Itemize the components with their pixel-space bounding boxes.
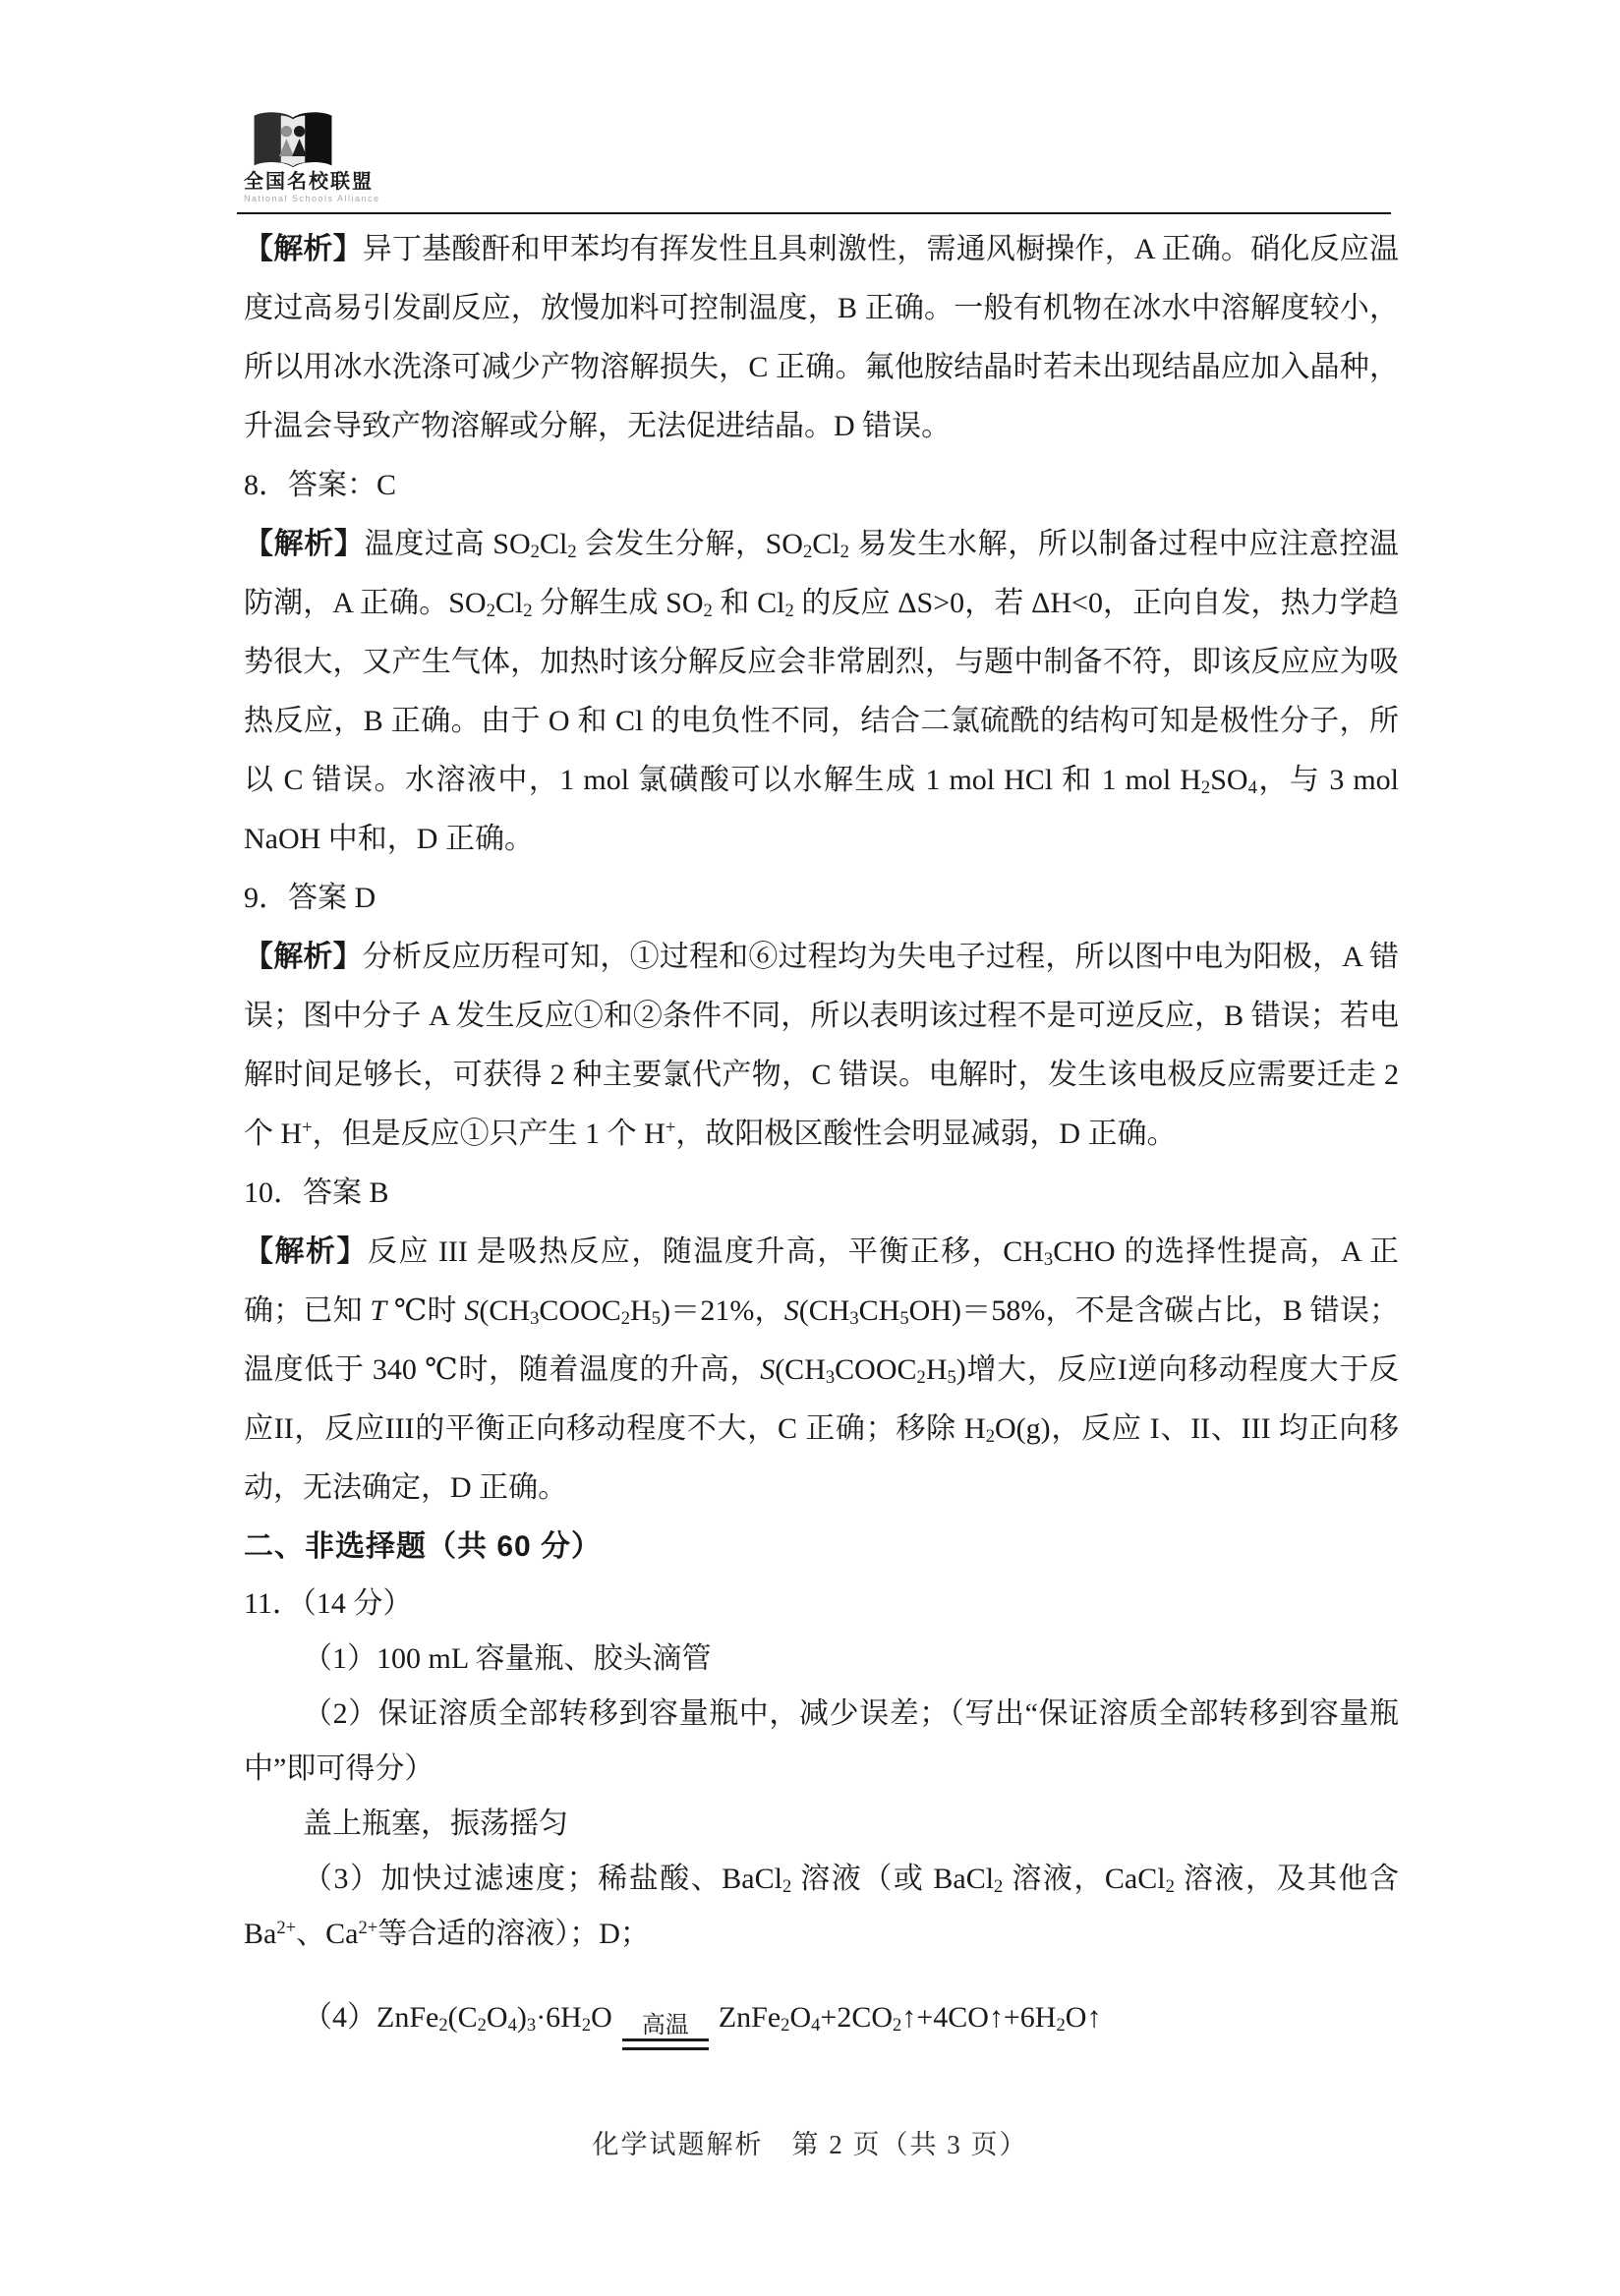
- section-2-heading: 二、非选择题（共 60 分）: [244, 1530, 603, 1563]
- reaction-equals-lines: [622, 2038, 709, 2050]
- logo-org-name: 全国名校联盟: [244, 171, 374, 193]
- q9-analysis-paragraph: 【解析】分析反应历程可知，①过程和⑥过程均为失电子过程，所以图中电为阳极，A 错误；图中分子 A 发生反应①和②条件不同，所以表明该过程不是可逆反应，B 错误；若电解时间足够长，可获得 2 种主要氯代产物，C 错误。电解时，发生该电极反应需要迁走 2 个 H+，但是反应①只产生 1 个 H+，故阳极区酸性会明显减弱，D 正确。: [244, 941, 1400, 1150]
- header-divider: [237, 212, 1391, 214]
- q11-part1-line: （1）100 mL 容量瓶、胶头滴管: [303, 1642, 712, 1675]
- logo-org-name-en: National Schools Alliance: [244, 194, 380, 203]
- q8-analysis-paragraph: 【解析】温度过高 $SO_2Cl_2$ 会发生分解，$SO_2Cl_2$ 易发生水解，所以制备过程中应注意控温防潮，A 正确。$SO_2Cl_2$ 分解生成 $SO_2$ 和 $Cl_2$ 的反应 ΔS>0，若 ΔH<0，正向自发，热力学趋势很大，又产生气体，加热时该分解反应会非常剧烈，与题中制备不符，即该反应应为吸热反应，B 正确。由于 O 和 Cl 的电负性不同，结合二氯硫酰的结构可知是极性分子，所以 C 错误。水溶液中，1 mol 氯磺酸可以水解生成 1 mol HCl 和 1 mol $H_2SO_4$，与 3 mol NaOH 中和，D 正确。: [244, 528, 1400, 855]
- q11-heading-line: 11．（14 分）: [244, 1587, 413, 1620]
- q7-analysis-paragraph: 【解析】异丁基酸酐和甲苯均有挥发性且具刺激性，需通风橱操作，A 正确。硝化反应温度过高易引发副反应，放慢加料可控制温度，B 正确。一般有机物在冰水中溶解度较小，所以用冰水洗涤可减少产物溶解损失，C 正确。氟他胺结晶时若未出现结晶应加入晶种，升温会导致产物溶解或分解，无法促进结晶。D 错误。: [244, 233, 1400, 442]
- q11-part4-chemical-equation: [244, 1981, 1399, 2054]
- equation-products: $ZnFe_2O_4+2CO_2↑+4CO↑+6H_2O↑$: [718, 2001, 1102, 2037]
- logo: [244, 0, 380, 204]
- equation-reactant: $ZnFe_2(C_2O_4)_3\cdot 6H_2O$: [376, 2001, 612, 2037]
- q8-answer-line: 8．答案：C: [244, 469, 397, 501]
- q10-analysis-paragraph: 【解析】反应 III 是吸热反应，随温度升高，平衡正移，$CH_3CHO$ 的选择性提高，A 正确；已知 T ℃时 $S(CH_3COOC_2H_5)=21\%$，$S(CH_3CH_5OH)=58\%$，不是含碳占比，B 错误；温度低于 340 ℃时，随着温度的升高，$S(CH_3COOC_2H_5)$增大，反应I逆向移动程度大于反应II，反应III的平衡正向移动程度不大，C 正确；移除 $H_2O(g)$，反应 I、II、III 均正向移动，无法确定，D 正确。: [244, 1235, 1400, 1504]
- open-book-icon: [244, 110, 342, 171]
- q11-part2b-line: 盖上瓶塞，振荡摇匀: [303, 1808, 568, 1840]
- equation-item-label: （4）: [303, 2001, 376, 2034]
- reaction-condition-stack: [622, 2013, 709, 2050]
- reaction-condition-label: 高温: [641, 2013, 689, 2038]
- q10-answer-line: 10．答案 B: [244, 1177, 389, 1209]
- page-footer: 化学试题解析 第 2 页（共 3 页）: [592, 2130, 1028, 2159]
- q11-part2-line: （2）保证溶质全部转移到容量瓶中，减少误差；（写出“保证溶质全部转移到容量瓶中”即可得分）: [244, 1697, 1399, 1785]
- q11-part3-line: （3）加快过滤速度；稀盐酸、BaCl$_2$ 溶液（或 BaCl$_2$ 溶液，CaCl$_2$ 溶液，及其他含 $Ba^{2+}$、$Ca^{2+}$等合适的溶液）；D；: [244, 1863, 1400, 1950]
- q9-answer-line: 9．答案 D: [244, 882, 376, 914]
